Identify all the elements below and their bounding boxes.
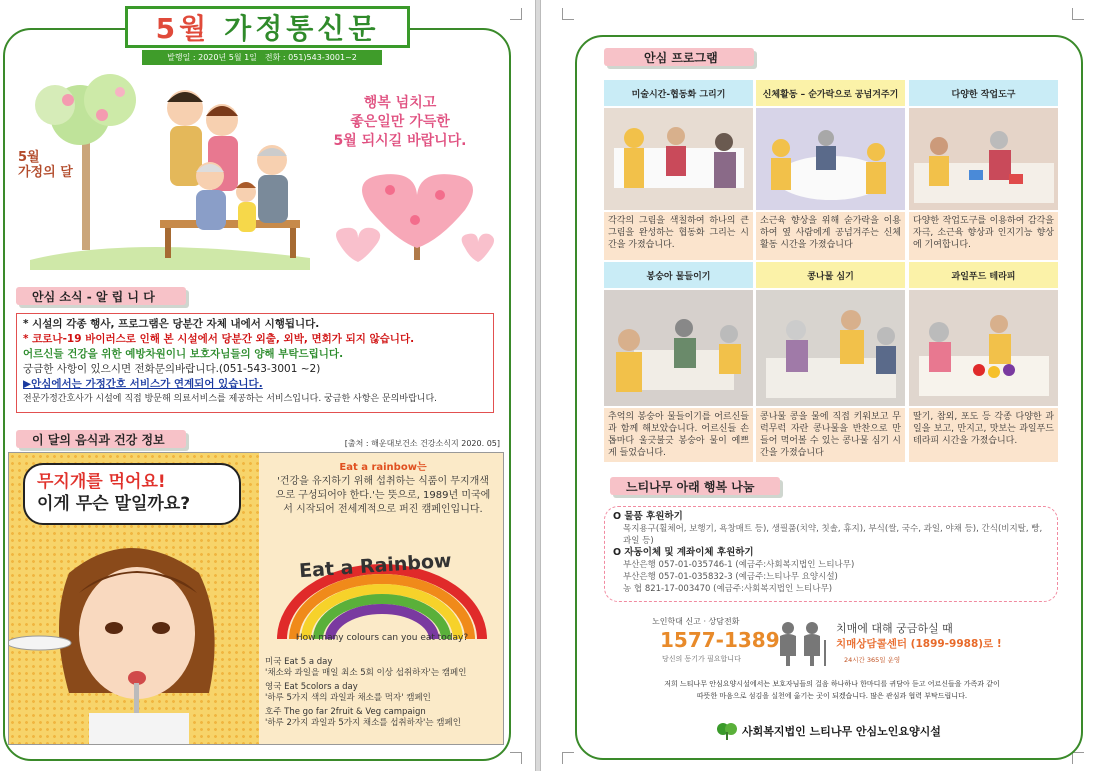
closing-note-line: 따뜻한 마음으로 섬김을 실천에 옮기는 곳이 되겠습니다. 많은 관심과 협력 부탁드립니다. bbox=[696, 692, 968, 700]
hero-message-line: 좋은일만 가득한 bbox=[350, 114, 450, 130]
program-photo bbox=[909, 108, 1058, 210]
program-title: 과일푸드 테라피 bbox=[909, 262, 1058, 288]
bubble-line: 무지개를 먹어요! bbox=[37, 472, 166, 492]
dementia-center: 치매상담콜센터 (1899-9988)로 ! bbox=[836, 638, 1002, 650]
campaign-item-title: 호주 The go far 2fruit & Veg campaign bbox=[265, 707, 426, 717]
hero-message-line: 5월 되시길 바랍니다. bbox=[333, 133, 467, 149]
rainbow-label: Eat a Rainbow bbox=[298, 549, 453, 583]
bubble-line: 이게 무슨 말일까요? bbox=[37, 494, 191, 514]
title-text: 가정통신문 bbox=[224, 12, 380, 45]
food-info-panel bbox=[8, 452, 504, 745]
hotline-tagline: 당신의 동기가 필요합니다 bbox=[662, 655, 741, 663]
notice-heading: 안심 소식 - 알 립 니 다 bbox=[16, 287, 186, 305]
notice-line: * 시설의 각종 행사, 프로그램은 당분간 자체 내에서 시행됩니다. bbox=[23, 318, 320, 330]
program-title: 신체활동 – 순가락으로 공넘겨주기 bbox=[756, 80, 905, 106]
hero-message-line: 행복 넘치고 bbox=[363, 95, 437, 111]
hotline-label: 노인학대 신고 · 상담전화 bbox=[652, 617, 740, 626]
hero-banner bbox=[10, 70, 500, 270]
campaign-title: Eat a rainbow는 bbox=[339, 462, 427, 473]
bank-account: 부산은행 057-01-035832-3 (예금주:느티나무 요양시설) bbox=[623, 572, 838, 582]
campaign-body: '건강을 유지하기 위해 섭취하는 식품이 무지개색으로 구성되어야 한다.'는 뜻으로, 1989년 미국에서 시작되어 전세계적으로 퍼진 캠페인입니다. bbox=[275, 476, 491, 515]
donation-heading: 느티나무 아래 행복 나눔 bbox=[610, 477, 780, 495]
page-divider bbox=[535, 0, 541, 771]
program-photo bbox=[909, 290, 1058, 406]
bank-account: 농 협 821-17-003470 (예금주:사회복지법인 느티나무) bbox=[623, 584, 833, 594]
campaign-item-title: 미국 Eat 5 a day bbox=[265, 657, 333, 667]
issue-date: 발행일 : 2020년 5월 1일 bbox=[167, 53, 257, 62]
donation-box bbox=[604, 506, 1058, 602]
program-desc: 추억의 봉숭아 물들이기를 어르신들과 함께 해보았습니다. 어르신들 손톱마다 울긋불긋 봉숭아 물이 예쁘게 들었습니다. bbox=[604, 408, 753, 462]
hotline-number: 1577-1389 bbox=[660, 628, 780, 652]
programs-heading: 안심 프로그램 bbox=[604, 48, 754, 66]
campaign-panel bbox=[259, 453, 504, 745]
notice-line-contact: 궁금한 사항이 있으시면 전화문의바랍니다.(051-543-3001 ~2) bbox=[23, 363, 321, 375]
program-desc: 소근육 향상을 위해 숟가락을 이용하여 옆 사람에게 공넘겨주는 신체활동 시간을 가졌습니다 bbox=[756, 212, 905, 260]
closing-note bbox=[612, 678, 1052, 702]
notice-line-detail: 전문가정간호사가 시설에 직접 방문해 의료서비스를 제공하는 서비스입니다. 궁금한 사항은 문의바랍니다. bbox=[23, 394, 438, 404]
program-title: 콩나물 심기 bbox=[756, 262, 905, 288]
program-title: 다양한 작업도구 bbox=[909, 80, 1058, 106]
issue-info-bar bbox=[142, 50, 382, 65]
program-photo bbox=[604, 108, 753, 210]
may-badge bbox=[18, 150, 73, 180]
newsletter-title bbox=[125, 6, 410, 48]
badge-text: 가정의 달 bbox=[18, 165, 73, 180]
elderly-couple-icon bbox=[770, 620, 830, 666]
speech-bubble bbox=[23, 463, 241, 525]
closing-note-line: 저희 느티나무 안심요양시설에서는 보호자님들의 걸음 하나하나 한마디를 귀담아 듣고 어르신들을 가족과 같이 bbox=[664, 680, 1000, 688]
crop-mark bbox=[562, 752, 574, 764]
campaign-item-desc: '하루 2가지 과일과 5가지 채소를 섭취하자'는 캠페인 bbox=[265, 718, 461, 728]
food-source: [출처 : 해운대보건소 건강소식지 2020. 05] bbox=[344, 439, 500, 448]
comic-panel bbox=[9, 453, 259, 745]
program-desc: 딸기, 참외, 포도 등 각종 다양한 과일을 보고, 만지고, 맛보는 과일푸드 테라피 시간을 가졌습니다. bbox=[909, 408, 1058, 462]
campaign-list bbox=[265, 657, 501, 729]
hotline-banner bbox=[612, 614, 1052, 672]
campaign-item bbox=[265, 682, 501, 704]
woman-eating-illustration bbox=[9, 533, 259, 745]
program-desc: 다양한 작업도구를 이용하여 감각을 자극, 소근육 향상과 인지기능 향상에 기여합니다. bbox=[909, 212, 1058, 260]
crop-mark bbox=[1072, 8, 1084, 20]
program-desc: 각각의 그림을 색칠하여 하나의 큰 그림을 완성하는 협동화 그리는 시간을 가졌습니다. bbox=[604, 212, 753, 260]
campaign-intro bbox=[273, 461, 493, 517]
title-month: 5월 bbox=[155, 12, 211, 45]
org-name: 사회복지법인 느티나무 안심노인요양시설 bbox=[742, 725, 941, 738]
notice-line-nursing: ▶안심에서는 가정간호 서비스가 연계되어 있습니다. bbox=[23, 378, 263, 390]
program-title: 미술시간-협동화 그리기 bbox=[604, 80, 753, 106]
program-photo bbox=[604, 290, 753, 406]
campaign-item bbox=[265, 707, 501, 729]
donation-goods-title: O 물품 후원하기 bbox=[613, 511, 683, 522]
campaign-item-title: 영국 Eat 5colors a day bbox=[265, 682, 358, 692]
notice-line-warning: * 코로나-19 바이러스로 인해 본 시설에서 당분간 외출, 외박, 면회가 되지 않습니다. bbox=[23, 333, 415, 345]
rainbow-question: How many colours can you eat today? bbox=[295, 633, 469, 643]
campaign-item bbox=[265, 657, 501, 679]
donation-account-title: O 자동이체 및 계좌이체 후원하기 bbox=[613, 547, 754, 558]
crop-mark bbox=[562, 8, 574, 20]
donation-goods-detail: 목지용구(휠체어, 보행기, 욕창매트 등), 생필품(치약, 칫솔, 휴지), 부식(쌀, 국수, 과일, 야채 등), 간식(비지탈, 빵, 과일 등) bbox=[623, 524, 1043, 546]
dementia-question: 치매에 대해 궁금하실 때 bbox=[836, 622, 953, 635]
notice-box bbox=[16, 313, 494, 413]
hero-message bbox=[300, 94, 500, 151]
program-desc: 콩나물 콩을 물에 직접 키워보고 무럭무럭 자란 콩나물을 반찬으로 만들어 먹어볼 수 있는 콩나물 심기 시간을 가졌습니다 bbox=[756, 408, 905, 462]
program-photo bbox=[756, 290, 905, 406]
crop-mark bbox=[510, 8, 522, 20]
badge-month: 5월 bbox=[18, 150, 40, 165]
issue-phone: 전화 : 051)543-3001~2 bbox=[264, 53, 357, 62]
tree-logo-icon bbox=[716, 722, 738, 740]
bank-account: 부산은행 057-01-035746-1 (예금주:사회복지법인 느티나무) bbox=[623, 560, 855, 570]
notice-line-request: 어르신들 건강을 위한 예방차원이니 보호자님들의 양해 부탁드립니다. bbox=[23, 348, 344, 360]
food-heading: 이 달의 음식과 건강 정보 bbox=[16, 430, 186, 448]
campaign-item-desc: '채소와 과일을 매일 최소 5회 이상 섭취하자'는 캠페인 bbox=[265, 668, 467, 678]
program-photo bbox=[756, 108, 905, 210]
crop-mark bbox=[1072, 752, 1084, 764]
dementia-hours: 24시간 365일 운영 bbox=[844, 656, 901, 664]
campaign-item-desc: '하루 5가지 색의 과일과 채소를 먹자' 캠페인 bbox=[265, 693, 431, 703]
crop-mark bbox=[510, 752, 522, 764]
org-signature bbox=[716, 722, 941, 740]
program-title: 봉숭아 물들이기 bbox=[604, 262, 753, 288]
